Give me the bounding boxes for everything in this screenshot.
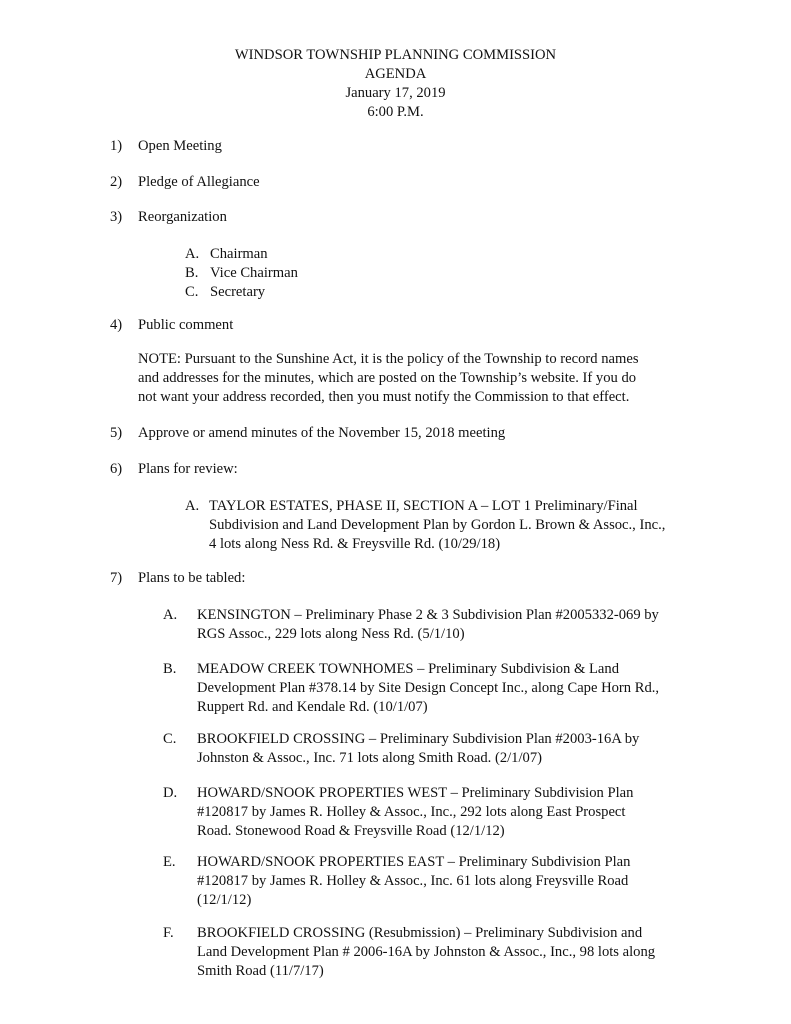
agenda-item-text: Pledge of Allegiance bbox=[138, 174, 260, 190]
agenda-item-text: Plans to be tabled: bbox=[138, 570, 246, 586]
commission-title: WINDSOR TOWNSHIP PLANNING COMMISSION bbox=[234, 47, 557, 63]
agenda-item-text: Open Meeting bbox=[138, 138, 222, 154]
sunshine-act-note: NOTE: Pursuant to the Sunshine Act, it is the policy of the Township to record names and addresses for the minutes, which are posted on the Township’s website. If you do not want your address recorded, then you must notify the Commission to that effect. bbox=[138, 351, 639, 405]
agenda-item-2: 2) Pledge of Allegiance bbox=[110, 174, 260, 190]
agenda-header bbox=[0, 46, 791, 122]
reorganization-item: A. Chairman bbox=[185, 246, 268, 262]
agenda-item-1: 1) Open Meeting bbox=[110, 138, 222, 154]
agenda-item-text: Plans for review: bbox=[138, 461, 238, 477]
meeting-time: 6:00 P.M. bbox=[367, 104, 424, 120]
agenda-item-5: 5) Approve or amend minutes of the November 15, 2018 meeting bbox=[110, 425, 506, 441]
agenda-item-text: Public comment bbox=[138, 317, 234, 333]
agenda-title: AGENDA bbox=[364, 66, 427, 82]
agenda-item-4: 4) Public comment bbox=[110, 317, 234, 333]
meeting-date: January 17, 2019 bbox=[345, 85, 446, 101]
agenda-item-6: 6) Plans for review: bbox=[110, 461, 238, 477]
reorganization-item: B. Vice Chairman bbox=[185, 265, 298, 281]
agenda-item-7: 7) Plans to be tabled: bbox=[110, 570, 246, 586]
reorganization-item: C. Secretary bbox=[185, 284, 266, 300]
agenda-item-text: Approve or amend minutes of the November 15, 2018 meeting bbox=[138, 425, 506, 441]
agenda-item-3: 3) Reorganization bbox=[110, 209, 227, 225]
agenda-item-text: Reorganization bbox=[138, 209, 227, 225]
